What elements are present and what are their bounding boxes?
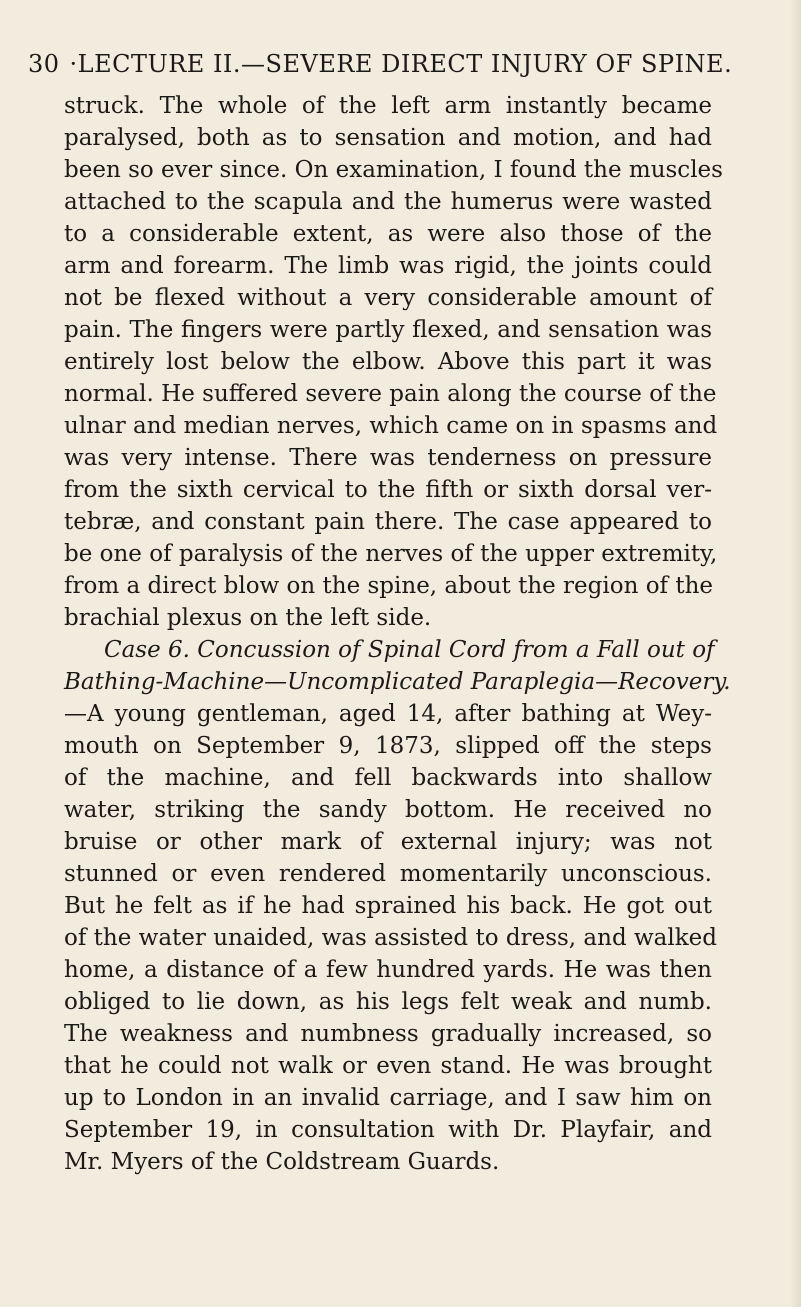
text-line: of the water unaided, was assisted to dress, and walked — [64, 925, 718, 951]
text-line: not be flexed without a very considerable amount of — [64, 285, 712, 311]
text-line: struck. The whole of the left arm instantly became — [64, 93, 712, 119]
text-line: Case 6. Concussion of Spinal Cord from a Fall out of — [104, 637, 715, 663]
text-line: bruise or other mark of external injury; was not — [64, 829, 712, 855]
text-line: arm and forearm. The limb was rigid, the joints could — [64, 253, 712, 279]
text-line: paralysed, both as to sensation and motion, and had — [64, 125, 712, 151]
text-line: mouth on September 9, 1873, slipped off the steps — [64, 733, 712, 759]
text-line: to a considerable extent, as were also those of the — [64, 221, 712, 247]
text-line: tebræ, and constant pain there. The case appeared to — [64, 509, 712, 535]
text-line: been so ever since. On examination, I found the muscles — [64, 157, 723, 183]
text-line: up to London in an invalid carriage, and I saw him on — [64, 1085, 712, 1111]
text-line: entirely lost below the elbow. Above this part it was — [64, 349, 712, 375]
text-line: from a direct blow on the spine, about the region of the — [64, 573, 714, 599]
text-line: September 19, in consultation with Dr. Playfair, and — [64, 1117, 712, 1143]
page-number: 30 — [28, 50, 60, 78]
page-edge — [789, 0, 801, 1307]
text-line: obliged to lie down, as his legs felt weak and numb. — [64, 989, 712, 1015]
text-line: Mr. Myers of the Coldstream Guards. — [64, 1149, 500, 1175]
text-line: attached to the scapula and the humerus were wasted — [64, 189, 712, 215]
text-line: be one of paralysis of the nerves of the upper extremity, — [64, 541, 718, 567]
text-line: that he could not walk or even stand. He was brought — [64, 1053, 712, 1079]
text-line: —A young gentleman, aged 14, after bathing at Wey- — [64, 701, 712, 727]
body-text — [64, 90, 731, 1178]
running-title: ·LECTURE II.—SEVERE DIRECT INJURY OF SPINE. — [69, 50, 733, 78]
text-line: But he felt as if he had sprained his back. He got out — [64, 893, 712, 919]
text-line: ulnar and median nerves, which came on in spasms and — [64, 413, 718, 439]
text-line: of the machine, and fell backwards into shallow — [64, 765, 712, 791]
text-line: from the sixth cervical to the fifth or sixth dorsal ver- — [64, 477, 712, 503]
text-line: was very intense. There was tenderness on pressure — [64, 445, 712, 471]
text-line: normal. He suffered severe pain along the course of the — [64, 381, 717, 407]
text-line: The weakness and numbness gradually increased, so — [64, 1021, 712, 1047]
text-line: stunned or even rendered momentarily unconscious. — [64, 861, 712, 887]
text-line: pain. The fingers were partly flexed, and sensation was — [64, 317, 712, 343]
text-line: home, a distance of a few hundred yards. He was then — [64, 957, 712, 983]
running-header — [28, 50, 732, 78]
text-line: Bathing-Machine—Uncomplicated Paraplegia—Recovery. — [64, 669, 731, 695]
text-line: brachial plexus on the left side. — [64, 605, 432, 631]
text-line: water, striking the sandy bottom. He received no — [64, 797, 712, 823]
